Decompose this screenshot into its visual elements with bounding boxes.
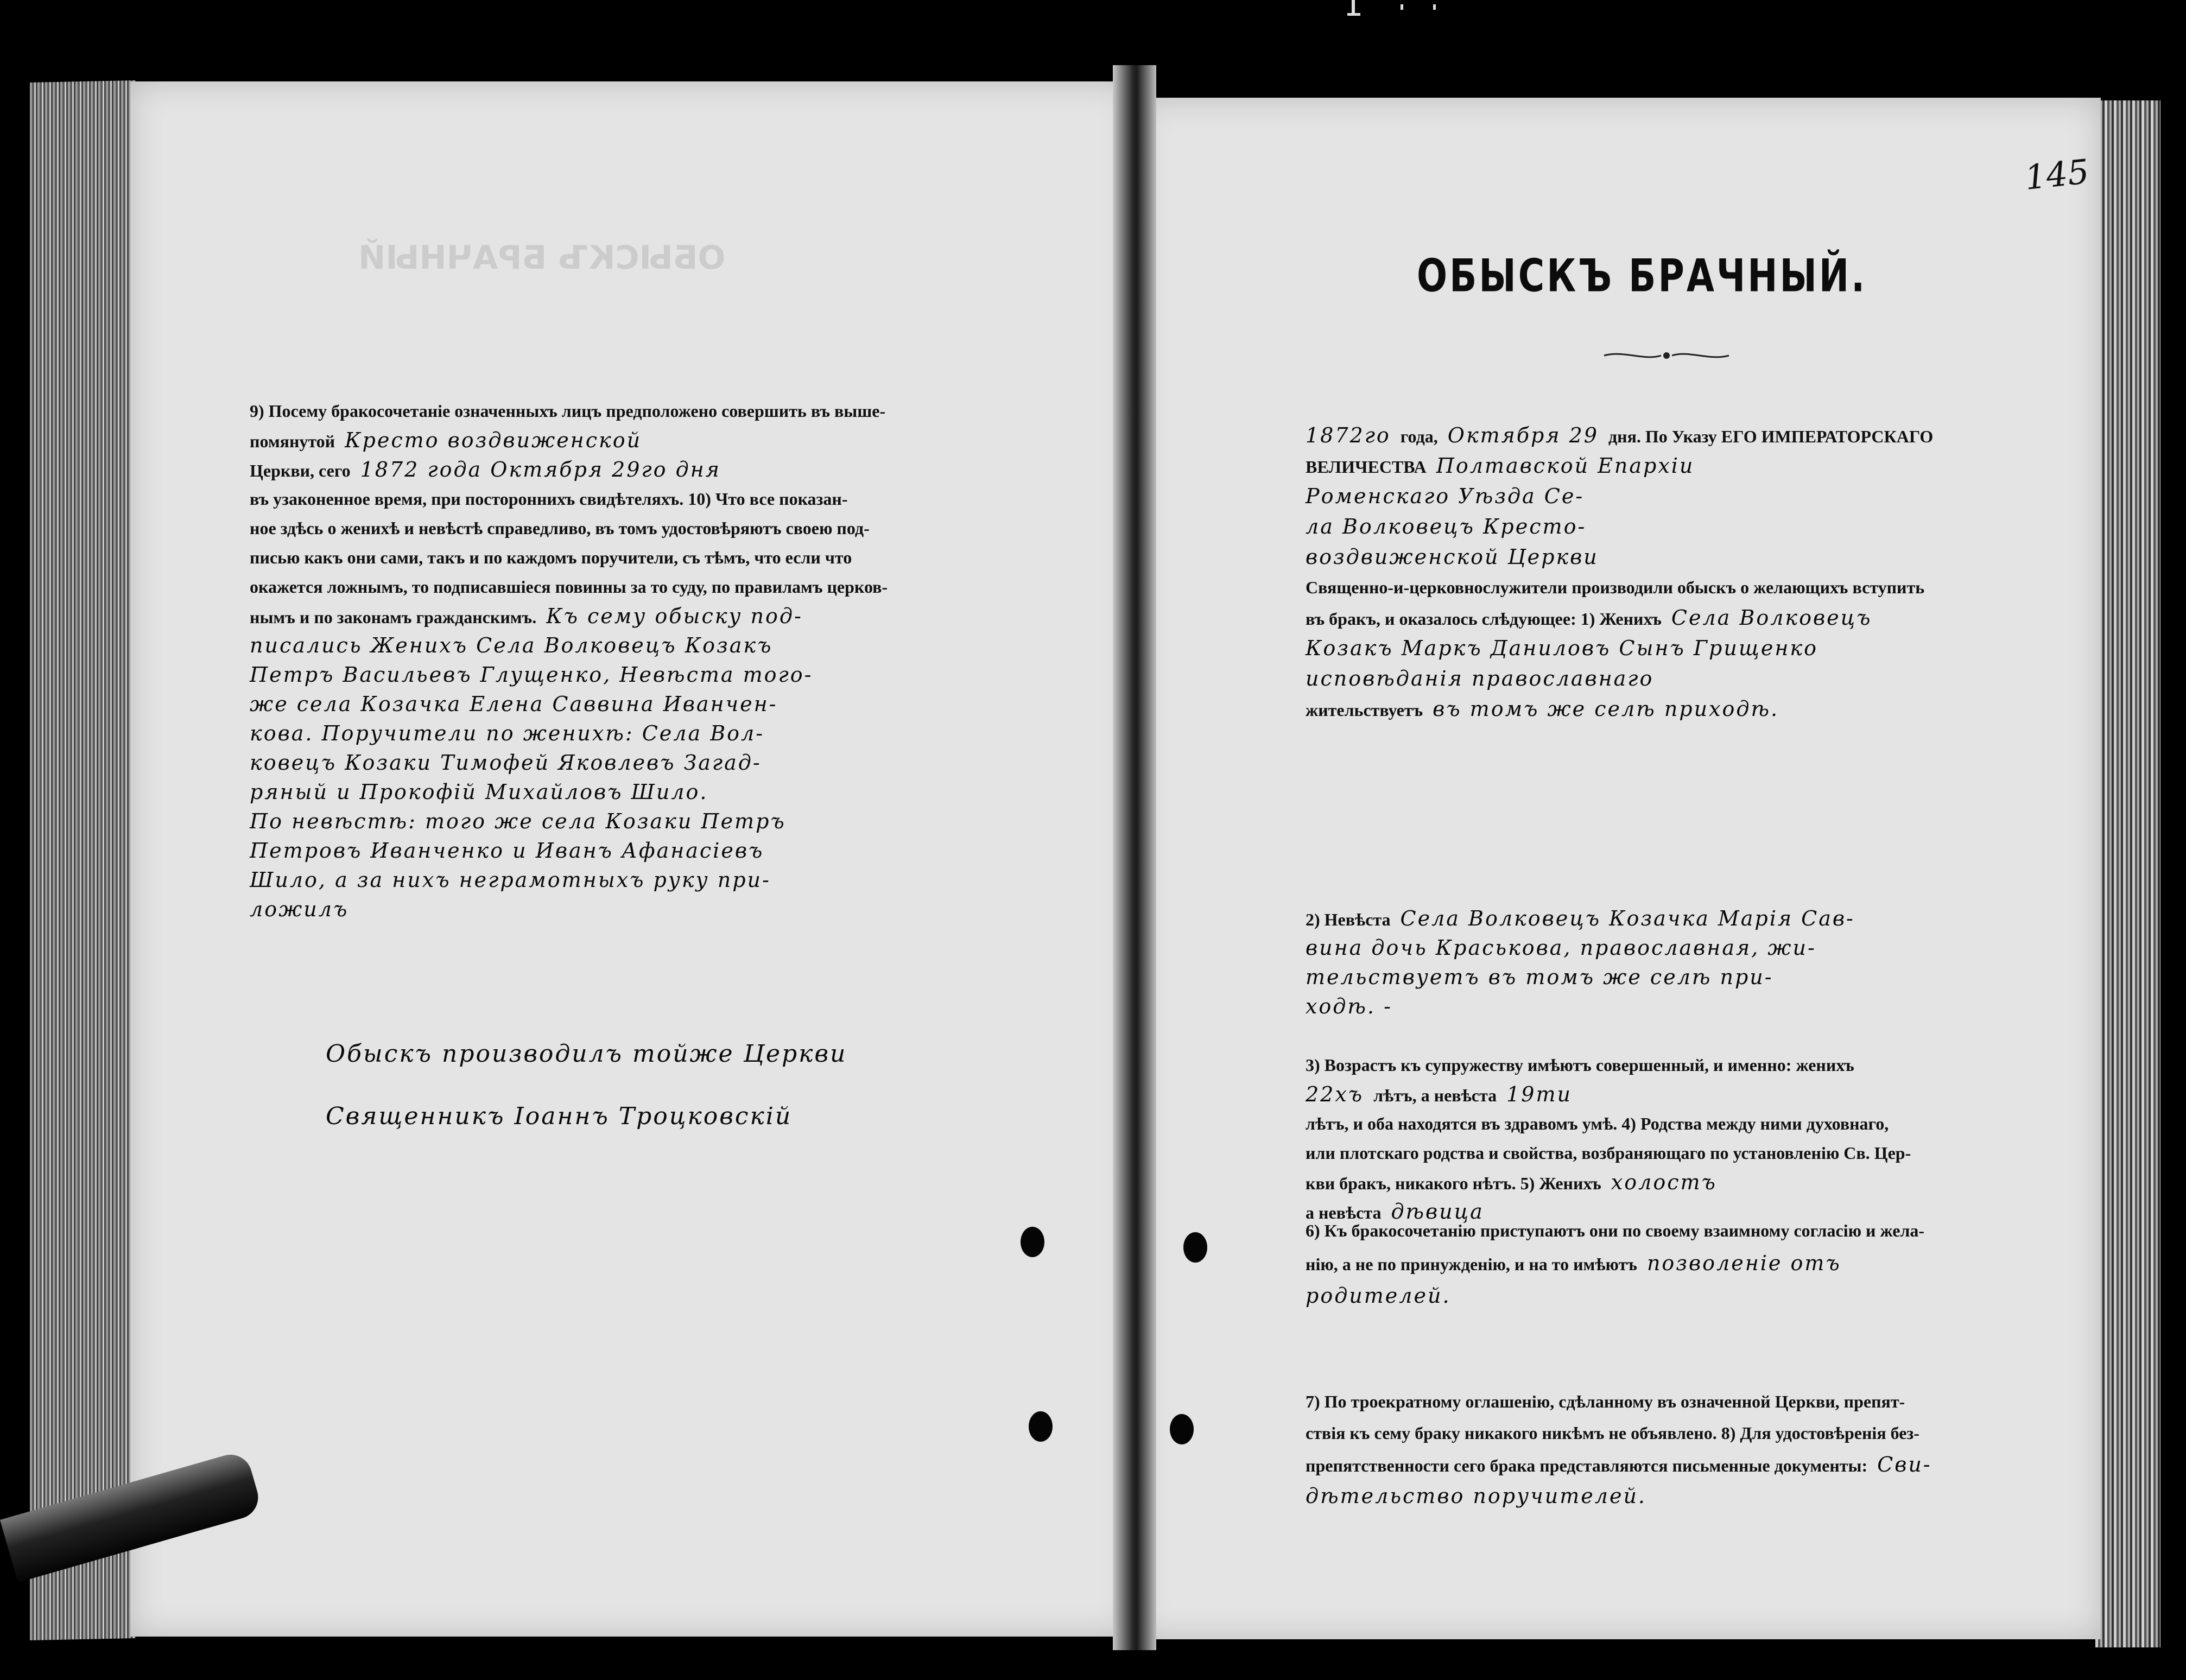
right-consent-printed-text: 6) Къ бракосочетанію приступаютъ они по своему взаимному согласію и жела- bbox=[1306, 1221, 1925, 1240]
left-line bbox=[250, 748, 771, 777]
right-banns-printed-text: 7) По троекратному оглашенію, сдѣланному въ означенной Церкви, препят- bbox=[1306, 1392, 1905, 1411]
left-line bbox=[250, 689, 788, 719]
left-handwritten-text: Петръ Васильевъ Глущенко, Невѣста того- bbox=[250, 663, 813, 687]
left-line bbox=[250, 777, 718, 807]
right-header-line bbox=[1306, 542, 1608, 572]
right-bride-line bbox=[1306, 992, 1402, 1021]
right-header-handwritten-text: 1872го bbox=[1306, 423, 1391, 447]
binding-hole bbox=[1021, 1227, 1044, 1257]
right-banns-line bbox=[1306, 1387, 1915, 1416]
right-header-handwritten-text: Села Волковецъ bbox=[1671, 606, 1872, 630]
left-line bbox=[250, 895, 358, 924]
top-marks bbox=[1335, 0, 1477, 22]
right-header-handwritten-text: Октября 29 bbox=[1447, 423, 1599, 447]
right-age-printed-text: лѣтъ, и оба находятся въ здравомъ умѣ. 4) Родства между ними духовнаго, bbox=[1306, 1114, 1889, 1133]
left-printed-text: писью какъ они сами, такъ и по каждомъ поручители, съ тѣмъ, что если что bbox=[250, 548, 852, 567]
right-header-printed-text: дня. По Указу ЕГО ИМПЕРАТОРСКАГО bbox=[1608, 427, 1934, 446]
left-line bbox=[250, 865, 781, 895]
left-handwritten-text: Шило, а за нихъ неграмотныхъ руку при- bbox=[250, 868, 771, 892]
right-header-handwritten-text: Полтавской Епархіи bbox=[1436, 454, 1695, 478]
left-handwritten-text: По невѣстѣ: того же села Козаки Петръ bbox=[250, 809, 786, 833]
left-line bbox=[250, 484, 857, 513]
right-bride-line bbox=[1306, 962, 1783, 992]
right-consent-handwritten-text: позволеніе отъ bbox=[1646, 1251, 1841, 1275]
right-banns-printed-text: препятственности сего брака представляются письменные документы: bbox=[1306, 1456, 1868, 1475]
right-age-handwritten-text: холостъ bbox=[1611, 1170, 1717, 1194]
left-printed-text: нымъ и по законамъ гражданскимъ. bbox=[250, 607, 537, 627]
right-bride-handwritten-text: вина дочь Краськова, православная, жи- bbox=[1306, 936, 1816, 960]
right-header-printed-text: Священно-и-церковнослужители производили обыскъ о желающихъ вступить bbox=[1306, 578, 1925, 597]
left-handwritten-text: кова. Поручители по женихѣ: Села Вол- bbox=[250, 721, 765, 745]
book-gutter bbox=[1113, 65, 1156, 1650]
binding-hole bbox=[1029, 1411, 1053, 1442]
right-age-line bbox=[1306, 1138, 1921, 1168]
right-consent-line bbox=[1306, 1248, 1851, 1279]
right-age-handwritten-text: 19ти bbox=[1506, 1082, 1572, 1106]
right-bride-handwritten-text: Села Волковецъ Козачка Марія Сав- bbox=[1400, 906, 1855, 930]
right-banns-handwritten-text: Сви- bbox=[1877, 1453, 1932, 1476]
left-line bbox=[250, 572, 897, 601]
left-handwritten-text: Къ сему обыску под- bbox=[546, 604, 803, 628]
right-age-line bbox=[1306, 1050, 1864, 1080]
left-handwritten-text: ряный и Прокофій Михайловъ Шило. bbox=[250, 780, 708, 804]
right-age-printed-text: 3) Возрастъ къ супружеству имѣютъ совершенный, и именно: женихъ bbox=[1306, 1055, 1854, 1075]
left-line bbox=[250, 631, 782, 660]
left-line bbox=[250, 455, 731, 485]
binding-hole bbox=[1183, 1232, 1207, 1263]
right-header-line bbox=[1306, 512, 1596, 541]
right-age-handwritten-text: дѣвица bbox=[1391, 1200, 1484, 1223]
right-header-line bbox=[1306, 573, 1934, 602]
right-age-printed-text: кви бракъ, никакого нѣтъ. 5) Женихъ bbox=[1306, 1174, 1601, 1193]
left-line bbox=[250, 513, 879, 543]
left-line bbox=[250, 426, 651, 456]
left-printed-text: въ узаконенное время, при постороннихъ свидѣтеляхъ. 10) Что все показан- bbox=[250, 489, 848, 509]
left-handwritten-text: ложилъ bbox=[250, 897, 349, 921]
left-handwritten-text: 1872 года Октября 29го дня bbox=[360, 458, 721, 481]
left-handwritten-text: же села Козачка Елена Саввина Иванчен- bbox=[250, 692, 778, 716]
left-line bbox=[250, 396, 895, 426]
right-header-line bbox=[1306, 633, 1828, 663]
right-header-handwritten-text: исповѣданія православнаго bbox=[1306, 667, 1654, 690]
right-header-handwritten-text: ла Волковецъ Кресто- bbox=[1306, 515, 1587, 538]
folio-number: 145 bbox=[2023, 151, 2091, 198]
left-printed-text: окажется ложнымъ, то подписавшіеся повинны за то суду, по правиламъ церков- bbox=[250, 577, 888, 597]
right-header-printed-text: ВЕЛИЧЕСТВА bbox=[1306, 457, 1427, 477]
book-edge-left bbox=[30, 80, 136, 1640]
right-consent-line bbox=[1306, 1216, 1934, 1245]
right-bride-printed-text: 2) Невѣста bbox=[1306, 910, 1391, 929]
right-header-line bbox=[1306, 451, 1704, 481]
signature-line-2: Священникъ Іоаннъ Троцковскій bbox=[326, 1102, 793, 1130]
right-age-printed-text: а невѣста bbox=[1306, 1203, 1382, 1222]
right-header-line bbox=[1306, 694, 1789, 725]
bleed-through-title: ОБЫСКЪ БРАЧНЫЙ bbox=[358, 239, 726, 277]
left-handwritten-text: ковецъ Козаки Тимофей Яковлевъ Загад- bbox=[250, 751, 762, 775]
right-bride-handwritten-text: ходѣ. - bbox=[1306, 994, 1392, 1018]
left-line bbox=[250, 719, 774, 748]
right-header-handwritten-text: Роменскаго Уѣзда Се- bbox=[1306, 484, 1585, 508]
right-consent-handwritten-text: родителей. bbox=[1306, 1284, 1451, 1308]
right-banns-line bbox=[1306, 1481, 1656, 1511]
left-printed-text: ное здѣсь о женихѣ и невѣстѣ справедливо, въ томъ удостовѣряютъ своею под- bbox=[250, 518, 870, 538]
right-header-printed-text: въ бракъ, и оказалось слѣдующее: 1) Женихъ bbox=[1306, 609, 1662, 629]
right-header-handwritten-text: въ томъ же селѣ приходѣ. bbox=[1433, 697, 1779, 721]
right-header-printed-text: года, bbox=[1400, 427, 1438, 446]
right-header-handwritten-text: Козакъ Маркъ Даниловъ Сынъ Грищенко bbox=[1306, 636, 1818, 660]
left-handwritten-text: Кресто воздвиженской bbox=[345, 428, 642, 452]
left-line bbox=[250, 601, 813, 632]
left-handwritten-text: писались Женихъ Села Волковецъ Козакъ bbox=[250, 633, 773, 657]
right-consent-printed-text: нію, а не по принужденію, и на то имѣютъ bbox=[1306, 1254, 1637, 1274]
left-printed-text: 9) Посему бракосочетаніе означенныхъ лицъ предположено совершить въ выше- bbox=[250, 401, 886, 421]
ornament-divider bbox=[1601, 347, 1732, 364]
right-banns-line bbox=[1306, 1418, 1929, 1448]
book-edge-right bbox=[2095, 100, 2160, 1647]
right-age-line bbox=[1306, 1168, 1727, 1198]
right-header-line bbox=[1306, 421, 1943, 451]
right-age-line bbox=[1306, 1080, 1582, 1110]
left-printed-text: Церкви, сего bbox=[250, 461, 351, 480]
right-age-handwritten-text: 22хъ bbox=[1306, 1082, 1364, 1106]
left-printed-text: помянутой bbox=[250, 432, 335, 451]
right-banns-line bbox=[1306, 1450, 1942, 1480]
page-title: ОБЫСКЪ БРАЧНЫЙ. bbox=[1417, 250, 1867, 302]
right-header-line bbox=[1306, 603, 1881, 633]
right-banns-handwritten-text: дѣтельство поручителей. bbox=[1306, 1484, 1646, 1508]
signature-line-1: Обыскъ производилъ тойже Церкви bbox=[326, 1040, 847, 1068]
right-banns-printed-text: ствія къ сему браку никакого никѣмъ не объявлено. 8) Для удостовѣренія без- bbox=[1306, 1423, 1919, 1443]
right-age-printed-text: или плотскаго родства и свойства, возбраняющаго по установленію Св. Цер- bbox=[1306, 1143, 1911, 1163]
left-line bbox=[250, 836, 774, 865]
right-header-handwritten-text: воздвиженской Церкви bbox=[1306, 545, 1599, 569]
right-header-line bbox=[1306, 481, 1594, 511]
left-line bbox=[250, 543, 861, 572]
right-consent-line bbox=[1306, 1281, 1461, 1310]
left-line bbox=[250, 807, 796, 836]
right-age-line bbox=[1306, 1109, 1898, 1138]
left-handwritten-text: Петровъ Иванченко и Иванъ Афанасіевъ bbox=[250, 839, 764, 863]
right-header-line bbox=[1306, 664, 1663, 693]
right-bride-line bbox=[1306, 904, 1865, 934]
left-line bbox=[250, 660, 822, 689]
right-bride-line bbox=[1306, 933, 1826, 962]
binding-hole bbox=[1170, 1414, 1194, 1444]
right-age-printed-text: лѣтъ, а невѣста bbox=[1373, 1086, 1497, 1105]
right-bride-handwritten-text: тельствуетъ въ томъ же селѣ при- bbox=[1306, 965, 1773, 989]
right-header-printed-text: жительствуетъ bbox=[1306, 700, 1423, 720]
